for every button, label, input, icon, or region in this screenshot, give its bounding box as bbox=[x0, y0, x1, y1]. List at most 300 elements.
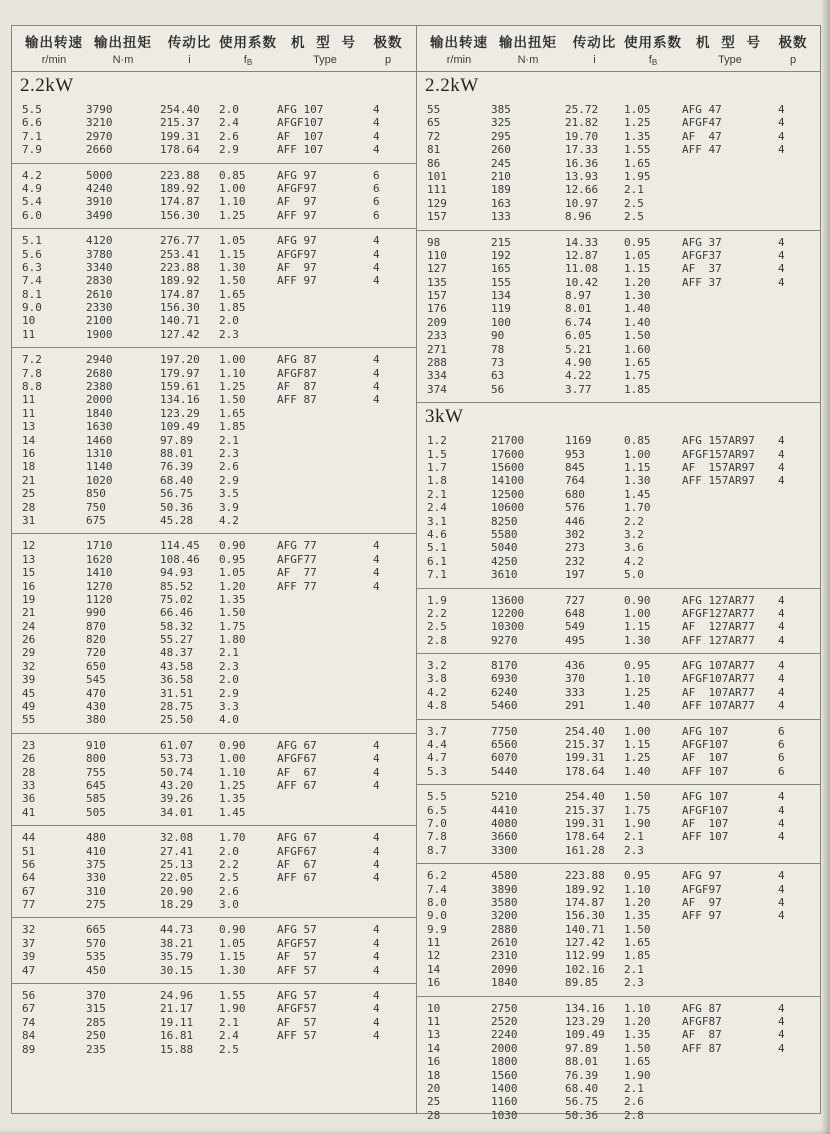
cell-model-type bbox=[682, 555, 778, 568]
cell-output-speed: 8.8 bbox=[22, 380, 42, 394]
cell-output-speed: 25 bbox=[22, 487, 36, 501]
cell-output-torque: 14100 bbox=[491, 474, 525, 488]
cell-output-speed: 127 bbox=[427, 262, 447, 276]
cell-model-type bbox=[682, 383, 778, 396]
gearmotor-series-block bbox=[12, 917, 416, 983]
table-row bbox=[12, 713, 416, 726]
cell-model-type: AFGF107 bbox=[682, 803, 729, 817]
cell-output-speed: 26 bbox=[22, 633, 36, 647]
cell-output-speed: 19 bbox=[22, 592, 36, 606]
cell-output-torque: 90 bbox=[491, 329, 505, 343]
cell-ratio: 20.90 bbox=[160, 884, 194, 898]
cell-service-factor: 1.60 bbox=[624, 342, 651, 356]
cell-service-factor: 1.85 bbox=[624, 382, 651, 396]
cell-output-speed: 28 bbox=[427, 1108, 441, 1122]
cell-poles bbox=[778, 923, 808, 936]
cell-ratio: 16.36 bbox=[565, 156, 599, 170]
cell-service-factor: 2.4 bbox=[219, 1029, 239, 1043]
cell-output-speed: 11 bbox=[22, 406, 36, 420]
table-row bbox=[12, 806, 416, 819]
cell-poles: 4 bbox=[373, 353, 380, 367]
table-row bbox=[417, 461, 820, 474]
power-section bbox=[417, 72, 820, 402]
cell-output-torque: 100 bbox=[491, 315, 511, 329]
cell-ratio: 8.01 bbox=[565, 302, 592, 316]
table-row bbox=[12, 1043, 416, 1056]
cell-poles bbox=[373, 301, 403, 314]
cell-poles bbox=[778, 1082, 808, 1095]
cell-output-speed: 84 bbox=[22, 1029, 36, 1043]
cell-poles bbox=[373, 328, 403, 341]
cell-service-factor: 1.15 bbox=[624, 620, 651, 634]
table-row bbox=[417, 1028, 820, 1041]
cell-output-torque: 1120 bbox=[86, 592, 113, 606]
power-section bbox=[417, 402, 820, 1128]
table-row bbox=[417, 210, 820, 223]
cell-service-factor: 0.95 bbox=[624, 869, 651, 883]
cell-ratio: 50.74 bbox=[160, 765, 194, 779]
cell-output-torque: 505 bbox=[86, 805, 106, 819]
cell-output-speed: 3.7 bbox=[427, 724, 447, 738]
power-section-label: 3kW bbox=[425, 406, 464, 428]
cell-output-speed: 5.5 bbox=[22, 103, 42, 116]
cell-service-factor: 1.85 bbox=[624, 949, 651, 963]
table-row bbox=[417, 541, 820, 554]
cell-model-type bbox=[277, 660, 373, 673]
table-row bbox=[417, 262, 820, 275]
cell-poles: 4 bbox=[373, 274, 380, 288]
cell-service-factor: 1.10 bbox=[219, 366, 246, 380]
cell-service-factor: 1.75 bbox=[219, 619, 246, 633]
cell-output-speed: 7.2 bbox=[22, 353, 42, 367]
cell-output-speed: 74 bbox=[22, 1015, 36, 1029]
cell-output-speed: 36 bbox=[22, 792, 36, 806]
cell-service-factor: 1.65 bbox=[624, 1055, 651, 1069]
cell-ratio: 370 bbox=[565, 672, 585, 686]
gearmotor-series-block bbox=[12, 347, 416, 533]
table-row bbox=[417, 501, 820, 514]
cell-output-torque: 1400 bbox=[491, 1082, 518, 1095]
cell-ratio: 15.88 bbox=[160, 1042, 194, 1056]
cell-service-factor: 1.10 bbox=[219, 195, 246, 209]
cell-output-torque: 315 bbox=[86, 1002, 106, 1016]
cell-poles bbox=[373, 633, 403, 646]
cell-output-torque: 1030 bbox=[491, 1108, 518, 1122]
cell-model-type bbox=[277, 420, 373, 433]
cell-output-speed: 9.0 bbox=[427, 909, 447, 923]
cell-model-type: AFG 87 bbox=[682, 1001, 722, 1015]
cell-model-type: AF 107 bbox=[277, 129, 324, 143]
cell-model-type: AFGF57 bbox=[277, 1002, 317, 1016]
cell-output-torque: 189 bbox=[491, 183, 511, 197]
cell-poles bbox=[778, 488, 808, 501]
cell-ratio: 48.37 bbox=[160, 646, 194, 660]
cell-service-factor: 2.6 bbox=[219, 460, 239, 474]
cell-ratio: 223.88 bbox=[565, 869, 605, 883]
cell-model-type: AFG 107 bbox=[682, 790, 729, 804]
cell-output-torque: 325 bbox=[491, 116, 511, 130]
table-row bbox=[417, 555, 820, 568]
cell-model-type bbox=[277, 447, 373, 460]
cell-poles: 6 bbox=[373, 195, 380, 209]
cell-poles bbox=[373, 434, 403, 447]
cell-poles bbox=[373, 620, 403, 633]
cell-model-type: AFGF67 bbox=[277, 752, 317, 766]
cell-service-factor: 2.6 bbox=[624, 1095, 644, 1109]
unit-rmin: r/min bbox=[446, 54, 472, 66]
table-row bbox=[12, 209, 416, 222]
cell-ratio: 30.15 bbox=[160, 963, 194, 977]
cell-output-speed: 16 bbox=[22, 579, 36, 593]
cell-service-factor: 1.65 bbox=[219, 406, 246, 420]
cell-service-factor: 2.1 bbox=[219, 433, 239, 447]
header-service-factor: 使用系数 bbox=[219, 35, 277, 50]
cell-model-type bbox=[682, 356, 778, 369]
cell-ratio: 199.31 bbox=[160, 129, 200, 143]
cell-service-factor: 1.85 bbox=[219, 420, 246, 434]
cell-model-type: AFGF77 bbox=[277, 552, 317, 566]
table-row bbox=[12, 407, 416, 420]
cell-output-torque: 310 bbox=[86, 884, 106, 898]
cell-output-speed: 3.8 bbox=[427, 672, 447, 686]
cell-ratio: 56.75 bbox=[160, 487, 194, 501]
cell-output-torque: 3890 bbox=[491, 882, 518, 896]
cell-ratio: 127.42 bbox=[565, 936, 605, 950]
cell-model-type: AFGF37 bbox=[682, 248, 722, 262]
cell-output-speed: 28 bbox=[22, 765, 36, 779]
cell-ratio: 179.97 bbox=[160, 366, 200, 380]
unit-fb: $f_B$ bbox=[648, 54, 658, 67]
cell-ratio: 140.71 bbox=[565, 922, 605, 936]
cell-service-factor: 2.5 bbox=[624, 196, 644, 210]
cell-poles bbox=[373, 420, 403, 433]
cell-output-speed: 32 bbox=[22, 923, 36, 937]
scan-edge-shadow bbox=[0, 1129, 830, 1134]
cell-poles: 4 bbox=[778, 790, 785, 804]
cell-service-factor: 1.00 bbox=[219, 353, 246, 367]
table-row bbox=[12, 1029, 416, 1042]
cell-output-speed: 7.1 bbox=[427, 568, 447, 582]
cell-poles: 4 bbox=[778, 1015, 785, 1029]
cell-output-torque: 3580 bbox=[491, 895, 518, 909]
cell-output-torque: 385 bbox=[491, 103, 511, 116]
cell-service-factor: 1.85 bbox=[219, 301, 246, 315]
table-left-page-column bbox=[12, 26, 416, 1113]
cell-service-factor: 4.2 bbox=[219, 513, 239, 527]
cell-output-speed: 32 bbox=[22, 659, 36, 673]
table-row bbox=[12, 989, 416, 1002]
cell-output-speed: 81 bbox=[427, 143, 441, 157]
cell-output-torque: 800 bbox=[86, 752, 106, 766]
cell-poles: 4 bbox=[373, 989, 380, 1003]
cell-output-torque: 1620 bbox=[86, 552, 113, 566]
cell-ratio: 45.28 bbox=[160, 513, 194, 527]
cell-model-type bbox=[682, 488, 778, 501]
cell-output-torque: 2000 bbox=[86, 393, 113, 407]
table-row bbox=[417, 183, 820, 196]
cell-output-torque: 6240 bbox=[491, 685, 518, 699]
cell-output-torque: 675 bbox=[86, 513, 106, 527]
table-body-left bbox=[12, 72, 416, 1062]
cell-service-factor: 1.10 bbox=[624, 1001, 651, 1015]
cell-output-torque: 5460 bbox=[491, 699, 518, 713]
cell-service-factor: 1.70 bbox=[624, 501, 651, 515]
cell-output-torque: 410 bbox=[86, 844, 106, 858]
cell-output-torque: 585 bbox=[86, 792, 106, 806]
header-poles: 极数 bbox=[373, 35, 403, 50]
cell-service-factor: 1.00 bbox=[624, 606, 651, 620]
cell-ratio: 10.42 bbox=[565, 275, 599, 289]
cell-poles: 6 bbox=[778, 751, 785, 765]
cell-output-torque: 1800 bbox=[491, 1055, 518, 1069]
gearmotor-series-block bbox=[417, 863, 820, 996]
cell-ratio: 4.22 bbox=[565, 369, 592, 383]
cell-output-torque: 3780 bbox=[86, 247, 113, 261]
table-row bbox=[12, 739, 416, 752]
cell-ratio: 189.92 bbox=[160, 181, 200, 195]
cell-ratio: 68.40 bbox=[160, 473, 194, 487]
table-row bbox=[417, 672, 820, 685]
header-model: 机 型 号 bbox=[695, 35, 764, 50]
cell-ratio: 161.28 bbox=[565, 843, 605, 857]
cell-output-torque: 375 bbox=[86, 857, 106, 871]
table-row bbox=[417, 369, 820, 382]
cell-service-factor: 1.90 bbox=[219, 1002, 246, 1016]
cell-poles: 4 bbox=[778, 248, 785, 262]
table-row bbox=[417, 976, 820, 989]
cell-output-torque: 380 bbox=[86, 713, 106, 727]
cell-ratio: 25.72 bbox=[565, 103, 599, 116]
cell-service-factor: 1.40 bbox=[624, 302, 651, 316]
cell-ratio: 36.58 bbox=[160, 673, 194, 687]
cell-service-factor: 3.0 bbox=[219, 898, 239, 912]
cell-poles: 4 bbox=[778, 699, 785, 713]
cell-output-speed: 11 bbox=[427, 936, 441, 950]
cell-output-speed: 67 bbox=[22, 1002, 36, 1016]
cell-output-torque: 1270 bbox=[86, 579, 113, 593]
cell-service-factor: 1.00 bbox=[624, 724, 651, 738]
table-row bbox=[417, 356, 820, 369]
cell-output-speed: 2.1 bbox=[427, 487, 447, 501]
cell-service-factor: 2.5 bbox=[219, 1042, 239, 1056]
cell-output-torque: 235 bbox=[86, 1042, 106, 1056]
cell-output-torque: 910 bbox=[86, 738, 106, 752]
cell-output-torque: 2100 bbox=[86, 314, 113, 328]
cell-model-type: AF 127AR77 bbox=[682, 620, 755, 634]
cell-output-speed: 6.3 bbox=[22, 260, 42, 274]
cell-output-torque: 10600 bbox=[491, 501, 525, 515]
cell-poles: 4 bbox=[778, 672, 785, 686]
cell-output-speed: 3.2 bbox=[427, 659, 447, 673]
cell-service-factor: 1.15 bbox=[624, 460, 651, 474]
cell-poles: 4 bbox=[778, 1041, 785, 1055]
table-row bbox=[417, 302, 820, 315]
table-row bbox=[417, 197, 820, 210]
cell-output-speed: 8.1 bbox=[22, 287, 42, 301]
cell-ratio: 159.61 bbox=[160, 380, 200, 394]
table-row bbox=[12, 182, 416, 195]
table-row bbox=[417, 896, 820, 909]
cell-ratio: 3.77 bbox=[565, 382, 592, 396]
cell-service-factor: 1.00 bbox=[219, 752, 246, 766]
cell-output-torque: 12500 bbox=[491, 487, 525, 501]
cell-model-type bbox=[277, 314, 373, 327]
cell-model-type bbox=[682, 329, 778, 342]
cell-output-torque: 755 bbox=[86, 765, 106, 779]
table-row bbox=[417, 236, 820, 249]
cell-service-factor: 2.3 bbox=[624, 843, 644, 857]
cell-output-torque: 545 bbox=[86, 673, 106, 687]
cell-service-factor: 1.35 bbox=[219, 592, 246, 606]
cell-service-factor: 1.65 bbox=[624, 936, 651, 950]
cell-ratio: 727 bbox=[565, 593, 585, 607]
table-row bbox=[417, 869, 820, 882]
cell-ratio: 76.39 bbox=[565, 1068, 599, 1082]
cell-output-speed: 5.1 bbox=[427, 541, 447, 555]
table-row bbox=[12, 195, 416, 208]
cell-ratio: 127.42 bbox=[160, 327, 200, 341]
cell-ratio: 215.37 bbox=[160, 116, 200, 130]
cell-output-torque: 9270 bbox=[491, 633, 518, 647]
cell-output-speed: 12 bbox=[22, 539, 36, 553]
cell-service-factor: 2.1 bbox=[624, 183, 644, 197]
cell-output-torque: 15600 bbox=[491, 460, 525, 474]
cell-service-factor: 0.90 bbox=[624, 593, 651, 607]
cell-service-factor: 3.5 bbox=[219, 487, 239, 501]
cell-service-factor: 2.5 bbox=[624, 210, 644, 224]
cell-model-type bbox=[277, 328, 373, 341]
cell-model-type bbox=[277, 806, 373, 819]
cell-model-type: AFG 97 bbox=[682, 869, 722, 883]
cell-poles: 4 bbox=[778, 803, 785, 817]
table-row bbox=[12, 831, 416, 844]
table-row bbox=[417, 699, 820, 712]
table-row bbox=[12, 950, 416, 963]
table-right-page-column bbox=[416, 26, 820, 1122]
table-row bbox=[12, 700, 416, 713]
table-row bbox=[12, 501, 416, 514]
cell-output-torque: 5000 bbox=[86, 168, 113, 182]
cell-service-factor: 1.30 bbox=[624, 289, 651, 303]
cell-service-factor: 2.6 bbox=[219, 884, 239, 898]
cell-output-speed: 135 bbox=[427, 275, 447, 289]
table-row bbox=[12, 116, 416, 129]
unit-type: Type bbox=[313, 54, 337, 66]
cell-output-speed: 16 bbox=[22, 446, 36, 460]
cell-output-torque: 8170 bbox=[491, 659, 518, 673]
cell-service-factor: 1.50 bbox=[624, 329, 651, 343]
cell-output-torque: 820 bbox=[86, 633, 106, 647]
cell-service-factor: 1.50 bbox=[624, 922, 651, 936]
table-row bbox=[12, 937, 416, 950]
cell-poles bbox=[778, 1109, 808, 1122]
table-row bbox=[417, 923, 820, 936]
table-row bbox=[417, 738, 820, 751]
cell-model-type bbox=[277, 514, 373, 527]
cell-poles bbox=[373, 407, 403, 420]
gearmotor-series-block bbox=[417, 784, 820, 863]
cell-service-factor: 2.6 bbox=[219, 129, 239, 143]
cell-output-speed: 28 bbox=[22, 500, 36, 514]
cell-output-speed: 8.7 bbox=[427, 843, 447, 857]
cell-output-speed: 12 bbox=[427, 949, 441, 963]
cell-output-speed: 374 bbox=[427, 382, 447, 396]
cell-service-factor: 1.45 bbox=[219, 805, 246, 819]
power-section bbox=[12, 72, 416, 1062]
cell-ratio: 174.87 bbox=[565, 895, 605, 909]
table-row bbox=[417, 594, 820, 607]
cell-ratio: 291 bbox=[565, 699, 585, 713]
cell-service-factor: 2.1 bbox=[219, 1015, 239, 1029]
cell-output-speed: 47 bbox=[22, 963, 36, 977]
gearmotor-rating-table bbox=[11, 25, 821, 1122]
cell-service-factor: 1.30 bbox=[219, 260, 246, 274]
cell-model-type: AFF 127AR77 bbox=[682, 633, 755, 647]
cell-model-type: AFG 107 bbox=[277, 103, 324, 116]
cell-model-type bbox=[277, 792, 373, 805]
cell-ratio: 16.81 bbox=[160, 1029, 194, 1043]
cell-ratio: 88.01 bbox=[565, 1055, 599, 1069]
table-row bbox=[417, 157, 820, 170]
table-row bbox=[12, 420, 416, 433]
cell-model-type: AFGF57 bbox=[277, 936, 317, 950]
cell-ratio: 12.66 bbox=[565, 183, 599, 197]
cell-model-type bbox=[682, 501, 778, 514]
cell-output-speed: 10 bbox=[22, 314, 36, 328]
cell-output-torque: 3910 bbox=[86, 195, 113, 209]
table-row bbox=[417, 607, 820, 620]
unit-p: p bbox=[789, 54, 797, 66]
table-row bbox=[417, 1095, 820, 1108]
cell-output-speed: 4.4 bbox=[427, 738, 447, 752]
cell-model-type: AF 107 bbox=[682, 816, 729, 830]
cell-service-factor: 0.95 bbox=[624, 235, 651, 249]
cell-service-factor: 1.35 bbox=[624, 129, 651, 143]
cell-service-factor: 2.1 bbox=[624, 962, 644, 976]
cell-output-speed: 29 bbox=[22, 646, 36, 660]
cell-poles bbox=[373, 487, 403, 500]
cell-output-speed: 6.6 bbox=[22, 116, 42, 130]
cell-output-torque: 73 bbox=[491, 356, 505, 370]
cell-poles: 4 bbox=[373, 871, 380, 885]
cell-model-type: AFG 57 bbox=[277, 989, 317, 1003]
cell-poles: 6 bbox=[373, 181, 380, 195]
table-row bbox=[12, 314, 416, 327]
cell-ratio: 109.49 bbox=[160, 420, 200, 434]
cell-model-type: AF 67 bbox=[277, 765, 317, 779]
cell-service-factor: 0.90 bbox=[219, 738, 246, 752]
cell-model-type bbox=[277, 407, 373, 420]
table-row bbox=[417, 116, 820, 129]
gearmotor-series-block bbox=[417, 429, 820, 587]
cell-model-type bbox=[682, 183, 778, 196]
cell-ratio: 215.37 bbox=[565, 738, 605, 752]
cell-ratio: 199.31 bbox=[565, 751, 605, 765]
cell-output-torque: 330 bbox=[86, 871, 106, 885]
gearmotor-series-block bbox=[12, 228, 416, 347]
cell-poles: 4 bbox=[373, 831, 380, 845]
cell-service-factor: 1.30 bbox=[624, 633, 651, 647]
table-row bbox=[12, 234, 416, 247]
cell-poles: 4 bbox=[373, 778, 380, 792]
table-row bbox=[12, 143, 416, 156]
cell-model-type: AF 97 bbox=[277, 260, 317, 274]
table-row bbox=[12, 687, 416, 700]
cell-poles bbox=[373, 898, 403, 911]
cell-poles bbox=[373, 593, 403, 606]
cell-service-factor: 2.0 bbox=[219, 673, 239, 687]
cell-service-factor: 4.2 bbox=[624, 554, 644, 568]
